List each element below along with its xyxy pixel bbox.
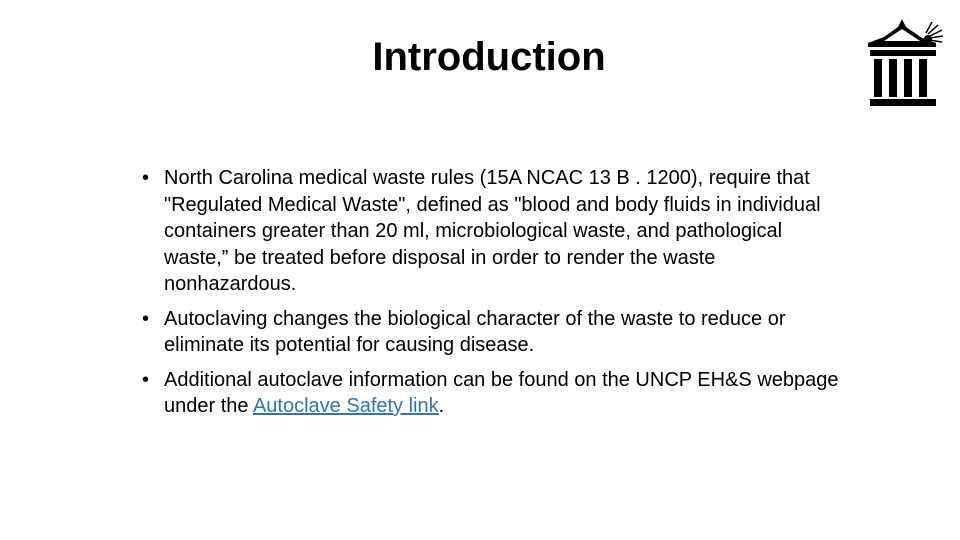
bullet-marker: • [142,368,150,391]
bullet-marker: • [142,167,150,189]
bullet-text-before-link: Additional autoclave information can be found on the UNCP EH&S webpage under the [164,368,839,417]
university-building-icon [862,16,944,112]
bullet-item [140,306,840,359]
bullet-list [140,165,840,428]
bullet-marker: • [142,307,150,330]
autoclave-safety-link[interactable]: Autoclave Safety link [252,395,439,417]
bullet-item [140,367,840,420]
bullet-text: Autoclaving changes the biological character of the waste to reduce or eliminate its potential for causing disease. [164,307,786,356]
slide-title: Introduction [372,35,606,79]
bullet-item [140,165,840,298]
bullet-text: North Carolina medical waste rules (15A NCAC 13 B . 1200), require that "Regulated Medical Waste", defined as "blood and body fluids in individual containers greater than 20 ml, microbiological waste, and pathological waste,” be treated before disposal in order to render the waste nonhazardous. [164,167,821,295]
bullet-text-after-link: . [438,395,445,417]
